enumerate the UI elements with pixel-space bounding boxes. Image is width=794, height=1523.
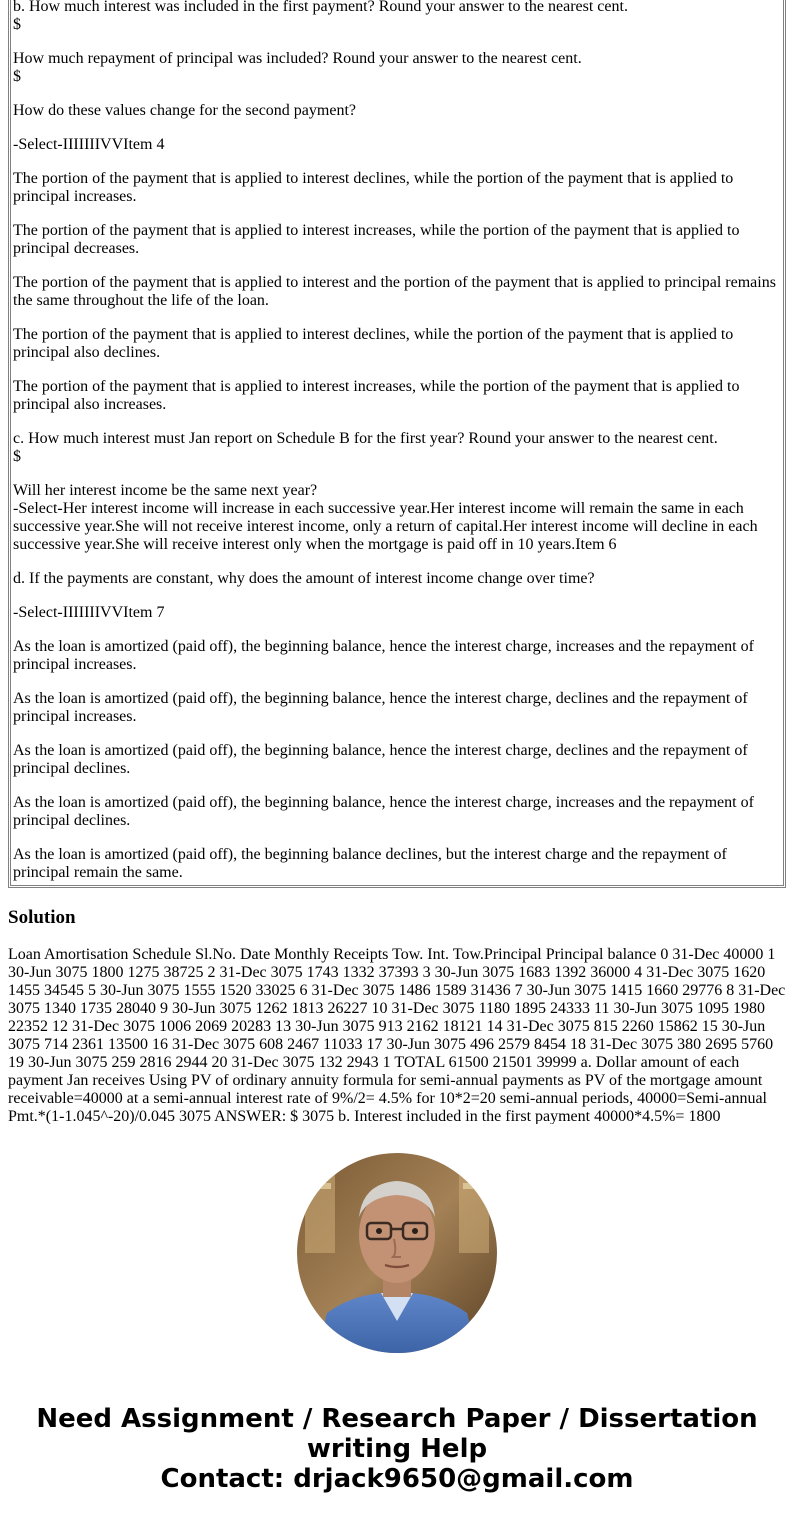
select-item-7[interactable]: -Select-IIIIIIIVVItem 7	[13, 604, 165, 621]
item4-option: The portion of the payment that is applied to interest declines, while the portion of the payment that is applied to principal increases.	[13, 170, 734, 205]
select-item-6[interactable]: -Select-Her interest income will increase in each successive year.Her interest income will remain the same in each successive year.She will not receive interest income, only a return of capital.Her interest income will decline in each successive year.She will receive interest only when the mortgage is paid off in 10 years.Item 6	[13, 500, 758, 553]
item4-option: The portion of the payment that is applied to interest and the portion of the payment that is applied to principal remains the same throughout the life of the loan.	[13, 274, 776, 309]
question-b-change: How do these values change for the second payment?	[13, 102, 356, 119]
select-item-4[interactable]: -Select-IIIIIIIVVItem 4	[13, 136, 165, 153]
answer-c-interest-field[interactable]: $	[13, 448, 21, 465]
item4-option: The portion of the payment that is applied to interest increases, while the portion of the payment that is applied to principal decreases.	[13, 222, 740, 257]
solution-text: Loan Amortisation Schedule Sl.No. Date Monthly Receipts Tow. Int. Tow.Principal Principal balance 0 31-Dec 40000 1 30-Jun 3075 1800 1275 38725 2 31-Dec 3075 1743 1332 37393 3 30-Jun 3075 1683 1392 36000 4 31-Dec 3075 1620 1455 34545 5 30-Jun 3075 1555 1520 33025 6 31-Dec 3075 1486 1589 31436 7 30-Jun 3075 1415 1660 29776 8 31-Dec 3075 1340 1735 28040 9 30-Jun 3075 1262 1813 26227 10 31-Dec 3075 1180 1895 24333 11 30-Jun 3075 1095 1980 22352 12 31-Dec 3075 1006 2069 20283 13 30-Jun 3075 913 2162 18121 14 31-Dec 3075 815 2260 15862 15 30-Jun 3075 714 2361 13500 16 31-Dec 3075 608 2467 11033 17 30-Jun 3075 496 2579 8454 18 31-Dec 3075 380 2695 5760 19 30-Jun 3075 259 2816 2944 20 31-Dec 3075 132 2943 1 TOTAL 61500 21501 39999 a. Dollar amount of each payment Jan receives Using PV of ordinary annuity formula for semi-annual payments as PV of the mortgage amount receivable=40000 at a semi-annual interest rate of 9%/2= 4.5% for 10*2=20 semi-annual periods, 40000=Semi-annual Pmt.*(1-1.045^-20)/0.045 3075 ANSWER: $ 3075 b. Interest included in the first payment 40000*4.5%= 1800	[8, 946, 786, 1124]
promo-line-2: writing Help	[306, 1434, 488, 1464]
item7-option: As the loan is amortized (paid off), the beginning balance, hence the interest charge, increases and the repayment of principal declines.	[13, 794, 754, 829]
author-avatar	[297, 1153, 497, 1353]
item7-option: As the loan is amortized (paid off), the beginning balance, hence the interest charge, declines and the repayment of principal increases.	[13, 690, 748, 725]
answer-b-interest-field[interactable]: $	[13, 16, 21, 33]
author-photo	[297, 1153, 497, 1353]
promo-banner	[0, 1404, 794, 1494]
promo-contact[interactable]: Contact: drjack9650@gmail.com	[160, 1464, 634, 1494]
question-c-next-year	[13, 482, 781, 554]
item7-option: As the loan is amortized (paid off), the beginning balance declines, but the interest charge and the repayment of principal remain the same.	[13, 846, 727, 881]
item4-option: The portion of the payment that is applied to interest declines, while the portion of the payment that is applied to principal also declines.	[13, 326, 734, 361]
item7-option: As the loan is amortized (paid off), the beginning balance, hence the interest charge, declines and the repayment of principal declines.	[13, 742, 748, 777]
solution-heading: Solution	[8, 907, 76, 928]
question-b-principal-text: How much repayment of principal was included? Round your answer to the nearest cent.	[13, 50, 582, 67]
answer-b-principal-field[interactable]: $	[13, 68, 21, 85]
question-c-next-year-text: Will her interest income be the same next year?	[13, 482, 318, 499]
question-b-interest-text: b. How much interest was included in the first payment? Round your answer to the nearest cent.	[13, 0, 628, 15]
question-box	[8, 0, 786, 888]
question-cell	[10, 0, 784, 886]
question-c-interest	[13, 430, 781, 466]
question-b-interest	[13, 0, 781, 34]
item4-option: The portion of the payment that is applied to interest increases, while the portion of the payment that is applied to principal also increases.	[13, 378, 740, 413]
question-d: d. If the payments are constant, why does the amount of interest income change over time?	[13, 570, 595, 587]
question-c-interest-text: c. How much interest must Jan report on Schedule B for the first year? Round your answer to the nearest cent.	[13, 430, 718, 447]
question-b-principal	[13, 50, 781, 86]
item7-option: As the loan is amortized (paid off), the beginning balance, hence the interest charge, increases and the repayment of principal increases.	[13, 638, 754, 673]
promo-line-1: Need Assignment / Research Paper / Dissertation	[36, 1404, 758, 1434]
